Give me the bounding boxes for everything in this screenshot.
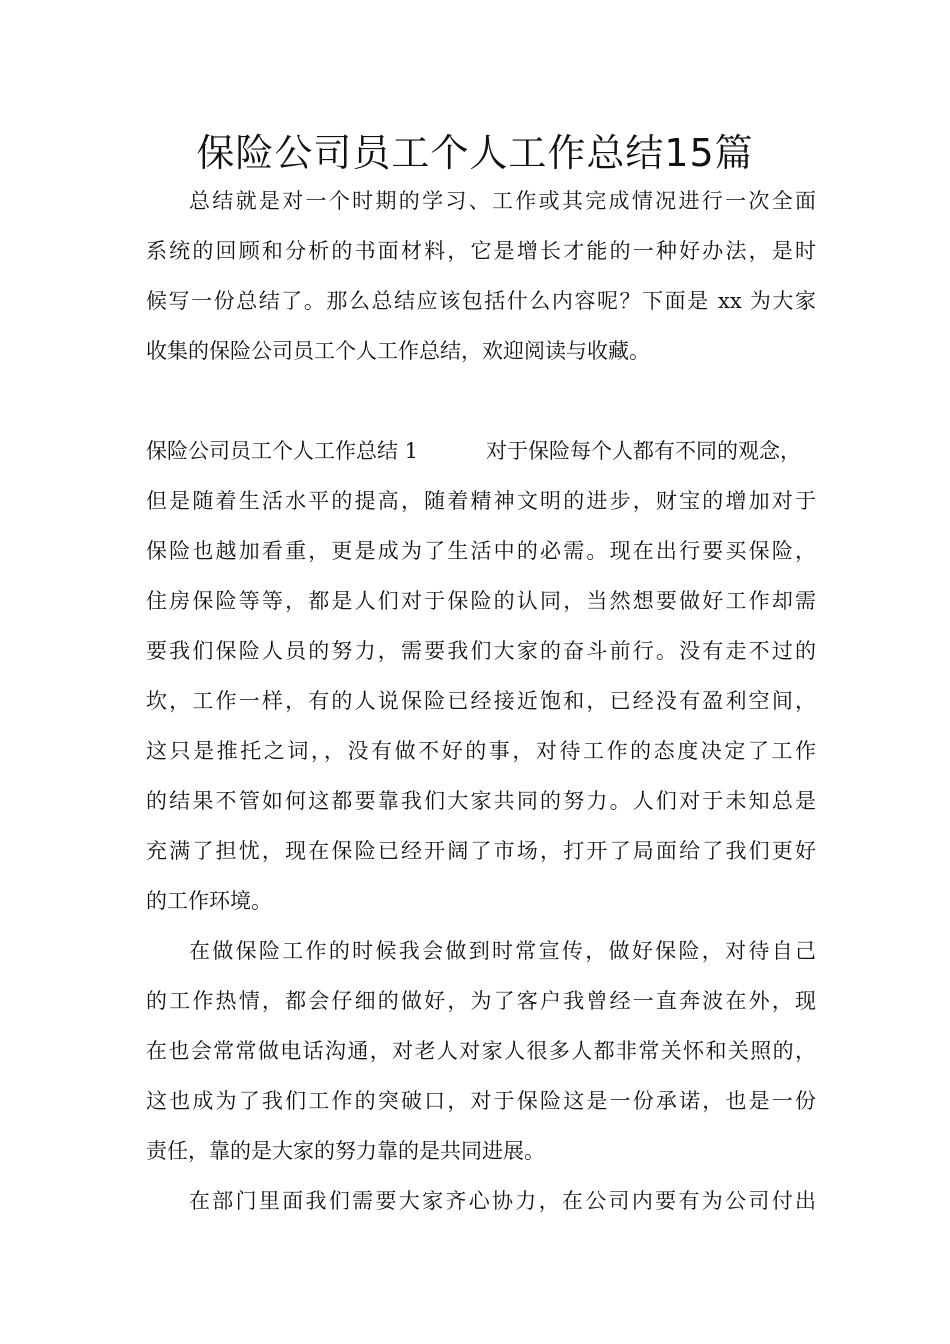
paragraph-line: 在也会常常做电话沟通，对老人对家人很多人都非常关怀和关照的， [146, 1039, 816, 1063]
document-title: 保险公司员工个人工作总结15篇 [196, 131, 754, 175]
paragraph-line: 的工作环境。 [146, 889, 272, 913]
paragraph-line: 在做保险工作的时候我会做到时常宣传，做好保险，对待自己 [189, 939, 816, 963]
paragraph-line: 充满了担忧，现在保险已经开阔了市场，打开了局面给了我们更好 [146, 839, 816, 863]
paragraph-line: 这只是推托之词，，没有做不好的事，对待工作的态度决定了工作 [146, 739, 816, 763]
intro-line: 系统的回顾和分析的书面材料，它是增长才能的一种好办法，是时 [146, 239, 816, 263]
paragraph-line: 要我们保险人员的努力，需要我们大家的奋斗前行。没有走不过的 [146, 639, 816, 663]
paragraph-line: 这也成为了我们工作的突破口，对于保险这是一份承诺，也是一份 [146, 1089, 816, 1113]
paragraph-line: 住房保险等等，都是人们对于保险的认同，当然想要做好工作却需 [146, 589, 816, 613]
paragraph-line: 在部门里面我们需要大家齐心协力，在公司内要有为公司付出 [189, 1189, 816, 1213]
intro-line: 收集的保险公司员工个人工作总结，欢迎阅读与收藏。 [146, 339, 650, 363]
section-first-line-text: 对于保险每个人都有不同的观念， [486, 439, 801, 463]
intro-line: 总结就是对一个时期的学习、工作或其完成情况进行一次全面 [189, 189, 816, 213]
intro-line: 候写一份总结了。那么总结应该包括什么内容呢？下面是 xx 为大家 [146, 289, 816, 313]
paragraph-gap [146, 376, 816, 426]
section-heading: 保险公司员工个人工作总结 1 [146, 439, 419, 463]
paragraph-line: 保险也越加看重，更是成为了生活中的必需。现在出行要买保险， [146, 539, 816, 563]
paragraph-line: 坎，工作一样，有的人说保险已经接近饱和，已经没有盈利空间， [146, 689, 816, 713]
paragraph-line: 但是随着生活水平的提高，随着精神文明的进步，财宝的增加对于 [146, 489, 816, 513]
section-first-line [146, 426, 816, 476]
paragraph-line: 的工作热情，都会仔细的做好，为了客户我曾经一直奔波在外，现 [146, 989, 816, 1013]
document-body [146, 176, 816, 1226]
paragraph-line: 的结果不管如何这都要靠我们大家共同的努力。人们对于未知总是 [146, 789, 816, 813]
paragraph-line: 责任，靠的是大家的努力靠的是共同进展。 [146, 1139, 545, 1163]
